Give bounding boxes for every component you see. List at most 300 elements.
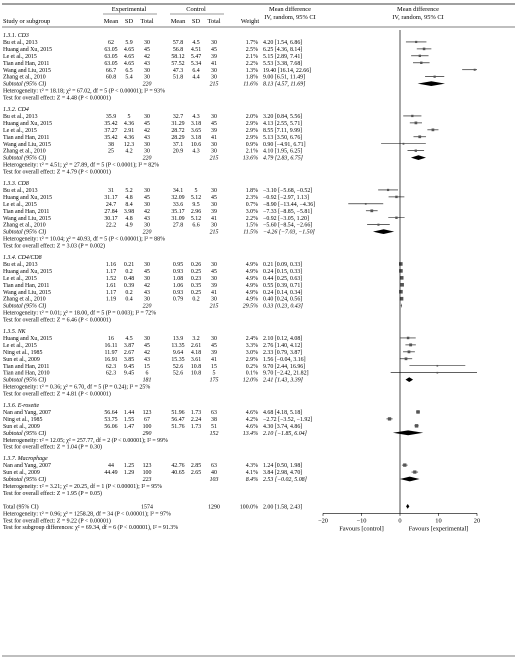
study-cm: 15.35: [171, 356, 185, 363]
study-ci: 2.76 [1.40, 4.12]: [263, 342, 303, 349]
study-csd: 2.61: [190, 342, 202, 349]
study-csd: 2.85: [190, 463, 202, 470]
study-et: 30: [144, 201, 150, 208]
study-ci: 6.25 [4.36, 8.14]: [263, 46, 303, 53]
header-md: Mean difference: [269, 6, 311, 13]
study-cm: 37.1: [172, 141, 184, 148]
header-ct: Total: [207, 18, 221, 25]
study-cm: 57.52: [171, 60, 185, 67]
study-weight: 0.2%: [245, 363, 258, 370]
overall-effect-text: Test for overall effect: Z = 4.48 (P < 0.00001): [3, 95, 111, 102]
study-et: 123: [142, 463, 152, 470]
study-point: [395, 196, 397, 198]
study-em: 66.7: [105, 67, 117, 74]
study-esd: 1.25: [123, 463, 135, 470]
study-em: 35.42: [104, 134, 118, 141]
study-em: 24.7: [105, 201, 117, 208]
subtotal-ci: 8.13 [4.57, 11.69]: [263, 81, 306, 88]
study-weight: 4.1%: [245, 470, 258, 477]
subtotal-label: Subtotal (95% CI): [3, 155, 47, 162]
summary-diamond: [401, 303, 402, 308]
study-ct: 39: [211, 349, 217, 356]
study-ci: −3.10 [−5.68, −0.52]: [263, 187, 313, 194]
study-esd: 1.29: [123, 470, 135, 477]
study-point: [403, 463, 406, 466]
study-weight: 3.3%: [245, 342, 258, 349]
study-weight: 4.6%: [245, 423, 258, 430]
study-em: 63.05: [104, 60, 118, 67]
study-point: [399, 262, 403, 266]
study-point: [400, 283, 404, 287]
study-weight: 3.0%: [245, 349, 258, 356]
subtotal-label: Subtotal (95% CI): [3, 81, 47, 88]
study-weight: 1.5%: [245, 222, 258, 229]
study-weight: 2.1%: [245, 53, 258, 60]
study-weight: 4.9%: [245, 289, 258, 296]
subtotal-ctrl-total: 215: [209, 155, 219, 162]
study-name: Le et al., 2015: [3, 127, 37, 134]
study-cm: 0.79: [172, 296, 184, 303]
subtotal-weight: 8.4%: [245, 477, 258, 483]
study-em: 63.05: [104, 46, 118, 53]
study-cm: 34.1: [172, 187, 184, 194]
study-em: 27.84: [104, 208, 118, 215]
study-cm: 56.47: [171, 416, 185, 423]
study-ct: 39: [211, 127, 217, 134]
study-ci: −5.60 [−8.54, −2.66]: [263, 222, 313, 229]
study-ct: 30: [211, 275, 217, 282]
study-csd: 5.34: [190, 60, 202, 67]
footer-line: Heterogeneity: τ² = 0.96; χ² = 1258.28, df = 34 (P < 0.00001); I² = 97%: [3, 511, 171, 518]
footer-line: Test for subgroup differences: χ² = 69.34, df = 6 (P < 0.00001), I² = 91.3%: [3, 525, 179, 532]
study-et: 30: [144, 261, 150, 268]
overall-effect-text: Test for overall effect: Z = 1.95 (P = 0.05): [3, 490, 102, 497]
study-esd: 4.65: [123, 46, 135, 53]
study-point: [400, 276, 404, 280]
study-cm: 32.7: [172, 113, 184, 120]
study-ci: 5.53 [3.38, 7.68]: [263, 60, 303, 67]
study-esd: 4.2: [125, 148, 133, 155]
study-et: 43: [144, 60, 150, 67]
study-weight: 4.9%: [245, 268, 258, 275]
study-csd: 10.6: [190, 141, 202, 148]
subtotal-exp-total: 220: [142, 303, 152, 310]
study-weight: 2.1%: [245, 148, 258, 155]
overall-effect-text: Test for overall effect: Z = 4.79 (P < 0.00001): [3, 169, 111, 176]
study-cm: 9.64: [172, 349, 184, 356]
study-ct: 15: [211, 363, 217, 370]
study-csd: 4.5: [192, 39, 200, 46]
study-em: 1.16: [105, 261, 117, 268]
study-et: 15: [144, 363, 150, 370]
study-name: Wang and Liu, 2015: [3, 141, 51, 148]
header-md-method: IV, random, 95% CI: [264, 14, 316, 21]
study-name: Nan and Yang, 2007: [3, 463, 51, 470]
total-exp: 1574: [141, 504, 153, 511]
study-csd: 3.18: [190, 134, 202, 141]
study-esd: 4.8: [125, 215, 133, 222]
study-em: 62.3: [105, 363, 117, 370]
study-ci: 0.90 [−4.91, 6.71]: [263, 141, 306, 148]
study-ct: 39: [211, 53, 217, 60]
subtotal-ci: 2.53 [−0.02, 5.08]: [263, 477, 307, 483]
study-ci: 9.00 [6.51, 11.49]: [263, 74, 305, 81]
study-weight: 2.9%: [245, 120, 258, 127]
study-cm: 1.08: [172, 275, 184, 282]
header-esd: SD: [124, 18, 134, 25]
study-cm: 13.35: [171, 342, 185, 349]
study-em: 56.06: [104, 423, 118, 430]
study-cm: 47.3: [172, 67, 184, 74]
study-esd: 0.48: [123, 275, 135, 282]
subgroup-title: 1.3.4. CD4/CD8: [3, 255, 42, 261]
header-csd: SD: [191, 18, 201, 25]
study-csd: 2.65: [190, 470, 202, 477]
study-esd: 2.67: [123, 349, 135, 356]
study-weight: 1.8%: [245, 74, 258, 81]
study-csd: 3.61: [190, 356, 202, 363]
study-et: 42: [144, 53, 150, 60]
study-weight: 2.0%: [245, 113, 258, 120]
header-experimental: Experimental: [111, 6, 147, 13]
study-ci: −0.92 [−3.05, 1.20]: [263, 215, 309, 222]
study-em: 56.64: [104, 409, 118, 416]
study-et: 42: [144, 349, 150, 356]
study-et: 6: [145, 370, 149, 377]
study-et: 30: [144, 296, 150, 303]
study-csd: 4.18: [190, 349, 202, 356]
study-point: [388, 417, 391, 420]
subtotal-ctrl-total: 215: [209, 303, 219, 310]
study-em: 1.17: [105, 268, 117, 275]
study-weight: 1.7%: [245, 39, 258, 46]
study-csd: 5: [194, 187, 198, 194]
study-esd: 12.3: [123, 141, 135, 148]
study-ci: 4.68 [4.18, 5.18]: [263, 409, 303, 416]
study-weight: 3.0%: [245, 208, 258, 215]
heterogeneity-text: Heterogeneity: τ² = 4.51; χ² = 27.89, df = 5 (P < 0.0001); I² = 82%: [3, 162, 160, 169]
subtotal-label: Subtotal (95% CI): [3, 430, 47, 437]
heterogeneity-text: Heterogeneity: τ² = 0.01; χ² = 18.00, df = 5 (P = 0.003); I² = 72%: [3, 310, 157, 317]
study-et: 30: [144, 39, 150, 46]
study-et: 43: [144, 289, 150, 296]
study-weight: 2.9%: [245, 127, 258, 134]
study-ct: 30: [211, 74, 217, 81]
study-esd: 4.36: [123, 120, 135, 127]
study-weight: 0.1%: [245, 370, 258, 377]
study-cm: 56.8: [172, 46, 184, 53]
study-ci: −2.72 [−3.52, −1.92]: [263, 416, 313, 423]
subgroup-title: 1.3.1. CD3: [3, 33, 29, 39]
subtotal-exp-total: 220: [142, 229, 152, 236]
study-weight: 4.9%: [245, 296, 258, 303]
study-esd: 0.39: [123, 282, 135, 289]
study-name: Huang and Xu, 2015: [3, 46, 53, 53]
header-md-plot: Mean difference: [397, 6, 439, 13]
subgroup-title: 1.3.7. Macrophage: [3, 456, 48, 463]
study-cm: 0.93: [172, 289, 184, 296]
study-et: 30: [144, 275, 150, 282]
study-cm: 20.9: [172, 148, 184, 155]
study-weight: 4.3%: [245, 463, 258, 470]
study-esd: 5.9: [125, 39, 133, 46]
study-esd: 0.2: [125, 289, 133, 296]
study-esd: 4.9: [125, 222, 133, 229]
study-name: Wang and Liu, 2015: [3, 67, 51, 74]
subtotal-weight: 11.5%: [243, 229, 258, 236]
study-csd: 10.8: [190, 370, 202, 377]
heterogeneity-text: Heterogeneity: τ² = 0.36; χ² = 6.70, df = 5 (P = 0.24); I² = 25%: [3, 384, 151, 391]
study-weight: 0.9%: [245, 141, 258, 148]
x-tick-label: 10: [435, 517, 442, 525]
study-et: 43: [144, 356, 150, 363]
study-esd: 5: [127, 113, 131, 120]
study-em: 16: [108, 335, 114, 342]
study-name: Tian and Han, 2011: [3, 363, 50, 370]
study-ct: 30: [211, 261, 217, 268]
study-point: [403, 143, 405, 145]
study-point: [437, 365, 439, 367]
study-cm: 13.9: [172, 335, 184, 342]
study-esd: 0.2: [125, 268, 133, 275]
study-ci: −7.33 [−8.85, −5.81]: [263, 208, 313, 215]
study-csd: 4.51: [190, 46, 202, 53]
study-ci: 0.21 [0.09, 0.33]: [263, 261, 303, 268]
study-ci: 4.20 [1.54, 6.86]: [263, 39, 303, 46]
study-ct: 39: [211, 282, 217, 289]
study-et: 30: [144, 148, 150, 155]
study-cm: 51.8: [172, 74, 184, 81]
study-point: [415, 41, 417, 43]
study-name: Huang and Xu, 2015: [3, 335, 53, 342]
study-name: Le et al., 2015: [3, 275, 37, 282]
study-et: 30: [144, 141, 150, 148]
subtotal-label: Subtotal (95% CI): [3, 477, 47, 483]
total-ci: 2.00 [1.58, 2.43]: [263, 504, 303, 511]
study-et: 45: [144, 46, 150, 53]
summary-diamond: [400, 477, 420, 482]
study-name: Ning et al., 1985: [3, 349, 43, 356]
study-cm: 0.93: [172, 268, 184, 275]
study-name: Le et al., 2015: [3, 342, 37, 349]
subtotal-ci: 0.33 [0.23, 0.43]: [263, 303, 303, 310]
study-et: 30: [144, 222, 150, 229]
study-name: Wang and Liu, 2015: [3, 215, 51, 222]
study-ct: 45: [211, 342, 217, 349]
overall-effect-text: Test for overall effect: Z = 1.04 (P = 0.30): [3, 444, 102, 451]
summary-diamond: [393, 430, 423, 435]
study-esd: 1.47: [123, 423, 135, 430]
study-ci: 4.13 [2.55, 5.71]: [263, 120, 303, 127]
subtotal-weight: 29.5%: [242, 303, 258, 310]
study-csd: 4.3: [192, 148, 200, 155]
study-ci: 4.10 [1.95, 6.25]: [263, 148, 303, 155]
subtotal-ci: 4.79 [2.83, 6.75]: [263, 155, 303, 162]
subtotal-label: Subtotal (95% CI): [3, 377, 47, 384]
study-name: Le et al., 2015: [3, 53, 37, 60]
study-cm: 27.8: [172, 222, 184, 229]
study-csd: 0.2: [192, 296, 200, 303]
study-name: Zhang et al., 2010: [3, 296, 46, 303]
study-et: 100: [142, 423, 152, 430]
study-point: [407, 337, 409, 339]
study-point: [415, 122, 418, 125]
study-ct: 30: [211, 187, 217, 194]
study-esd: 0.21: [123, 261, 135, 268]
study-ct: 45: [211, 46, 217, 53]
study-name: Huang and Xu, 2015: [3, 120, 53, 127]
study-et: 30: [144, 113, 150, 120]
study-esd: 1.55: [123, 416, 135, 423]
study-cm: 57.8: [172, 39, 184, 46]
study-et: 42: [144, 127, 150, 134]
study-ct: 38: [211, 416, 217, 423]
heterogeneity-text: Heterogeneity: τ² = 3.21; χ² = 20.25, df = 1 (P < 0.00001); I² = 95%: [3, 483, 163, 490]
subtotal-ctrl-total: 175: [209, 377, 219, 384]
header-study: Study or subgroup: [3, 18, 51, 25]
summary-diamond: [411, 155, 426, 160]
study-csd: 1.73: [190, 423, 202, 430]
study-name: Bu et al., 2013: [3, 261, 38, 268]
study-point: [415, 150, 417, 152]
study-ct: 30: [211, 113, 217, 120]
study-et: 30: [144, 335, 150, 342]
subtotal-ci: −4.26 [−7.03, −1.50]: [263, 229, 315, 236]
study-weight: 2.4%: [245, 335, 258, 342]
study-em: 63.05: [104, 53, 118, 60]
study-weight: 2.2%: [245, 215, 258, 222]
study-esd: 4.36: [123, 134, 135, 141]
study-esd: 3.98: [123, 208, 135, 215]
study-point: [419, 55, 421, 57]
study-weight: 2.3%: [245, 194, 258, 201]
study-point: [370, 209, 373, 212]
study-ci: 5.15 [2.89, 7.41]: [263, 53, 303, 60]
study-ct: 30: [211, 148, 217, 155]
study-name: Sun et al., 2009: [3, 356, 40, 363]
study-name: Zhang et al., 2010: [3, 148, 46, 155]
subtotal-weight: 11.6%: [243, 81, 258, 88]
header-md-plot-method: IV, random, 95% CI: [392, 14, 444, 21]
study-point: [409, 343, 412, 346]
study-esd: 9.45: [123, 370, 135, 377]
study-ci: 9.70 [−2.42, 21.82]: [263, 370, 309, 377]
subtotal-ctrl-total: 215: [209, 229, 219, 236]
study-esd: 8.4: [125, 201, 133, 208]
study-weight: 2.2%: [245, 60, 258, 67]
header-control: Control: [186, 6, 206, 13]
study-point: [416, 410, 419, 413]
study-csd: 0.35: [190, 282, 202, 289]
study-cm: 31.09: [171, 215, 185, 222]
study-ct: 30: [211, 141, 217, 148]
study-em: 22.2: [105, 222, 117, 229]
study-point: [437, 372, 439, 374]
study-ct: 5: [212, 370, 216, 377]
study-ci: 0.55 [0.39, 0.71]: [263, 282, 303, 289]
study-name: Tian and Han, 2011: [3, 282, 50, 289]
study-cm: 32.09: [171, 194, 185, 201]
study-ct: 41: [211, 356, 217, 363]
study-weight: 1.3%: [245, 67, 258, 74]
study-weight: 2.9%: [245, 134, 258, 141]
subtotal-ci: 2.41 [1.43, 3.39]: [263, 377, 303, 384]
study-et: 45: [144, 342, 150, 349]
study-et: 123: [142, 409, 152, 416]
study-esd: 3.87: [123, 342, 135, 349]
study-name: Huang and Xu, 2015: [3, 268, 53, 275]
overall-effect-text: Test for overall effect: Z = 6.46 (P < 0.00001): [3, 317, 111, 324]
study-cm: 28.29: [171, 134, 185, 141]
study-esd: 4.65: [123, 53, 135, 60]
study-cm: 51.76: [171, 423, 185, 430]
study-cm: 0.95: [172, 261, 184, 268]
study-cm: 42.76: [171, 463, 185, 470]
study-ci: 1.56 [−0.04, 3.16]: [263, 356, 306, 363]
header-cm: Mean: [170, 18, 186, 25]
study-em: 60.8: [105, 74, 117, 81]
subtotal-weight: 13.4%: [242, 430, 258, 437]
study-csd: 3.2: [192, 335, 200, 342]
study-ct: 39: [211, 208, 217, 215]
study-point: [434, 76, 436, 78]
study-et: 30: [144, 187, 150, 194]
study-weight: 1.8%: [245, 187, 258, 194]
study-et: 100: [142, 470, 152, 477]
summary-diamond: [406, 504, 409, 509]
study-em: 11.97: [104, 349, 118, 356]
study-csd: 10.8: [190, 363, 202, 370]
x-tick-label: −20: [318, 517, 328, 525]
study-ct: 63: [211, 409, 217, 416]
summary-diamond: [418, 81, 445, 86]
x-tick-label: 20: [473, 517, 481, 525]
study-cm: 40.65: [171, 470, 185, 477]
study-esd: 9.45: [123, 363, 135, 370]
axis-left-label: Favours [control]: [339, 525, 384, 533]
study-csd: 2.24: [190, 416, 202, 423]
study-point: [395, 217, 397, 219]
study-em: 1.61: [105, 282, 117, 289]
study-name: Tian and Han, 2010: [3, 370, 50, 377]
study-ct: 30: [211, 222, 217, 229]
subtotal-ctrl-total: 152: [209, 430, 219, 437]
study-em: 37.27: [104, 127, 118, 134]
study-et: 30: [144, 67, 150, 74]
study-et: 42: [144, 208, 150, 215]
heterogeneity-text: Heterogeneity: τ² = 18.18; χ² = 67.02, df = 5 (P < 0.00001); I² = 93%: [3, 88, 165, 95]
study-name: Bu et al., 2013: [3, 113, 38, 120]
study-em: 1.17: [105, 289, 117, 296]
study-em: 62.3: [105, 370, 117, 377]
study-csd: 4.4: [192, 74, 200, 81]
study-em: 31.17: [104, 194, 118, 201]
study-name: Huang and Xu, 2015: [3, 194, 53, 201]
study-ci: 1.24 [0.50, 1.98]: [263, 463, 303, 470]
total-weight: 100.0%: [239, 504, 258, 511]
study-ct: 45: [211, 120, 217, 127]
study-cm: 58.12: [171, 53, 185, 60]
study-ci: 19.40 [16.14, 22.66]: [263, 67, 312, 74]
subtotal-exp-total: 181: [142, 377, 152, 384]
study-et: 43: [144, 215, 150, 222]
study-em: 16.11: [104, 342, 118, 349]
study-csd: 6.4: [192, 67, 200, 74]
study-name: Tian and Han, 2011: [3, 134, 50, 141]
study-point: [423, 48, 426, 51]
x-tick-label: 0: [398, 517, 402, 525]
study-cm: 52.6: [172, 370, 184, 377]
